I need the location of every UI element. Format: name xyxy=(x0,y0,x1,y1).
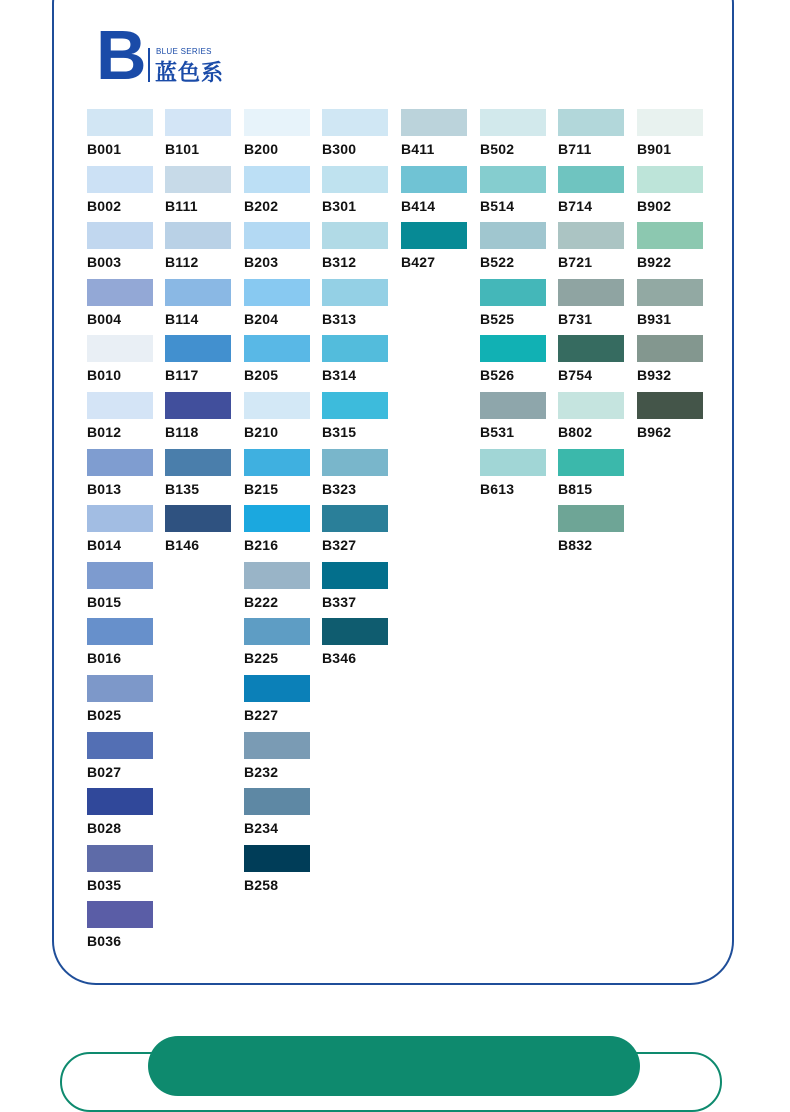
color-code-label: B028 xyxy=(87,820,122,837)
color-swatch-item xyxy=(480,392,548,449)
color-code-label: B203 xyxy=(244,254,279,271)
color-swatch-item xyxy=(87,732,155,789)
color-swatch xyxy=(558,279,624,306)
color-code-label: B314 xyxy=(322,367,357,384)
color-swatch xyxy=(322,562,388,589)
color-swatch-item xyxy=(244,335,312,392)
color-code-label: B027 xyxy=(87,763,122,780)
color-swatch-item xyxy=(244,505,312,562)
color-swatch xyxy=(637,166,703,193)
color-swatch xyxy=(165,335,231,362)
color-swatch xyxy=(480,166,546,193)
color-swatch xyxy=(480,279,546,306)
color-code-label: B932 xyxy=(637,367,672,384)
color-swatch-item xyxy=(558,166,626,223)
color-swatch-item xyxy=(480,222,548,279)
color-swatch xyxy=(87,109,153,136)
color-swatch xyxy=(637,392,703,419)
color-code-label: B327 xyxy=(322,537,357,554)
swatch-column-b0 xyxy=(87,109,155,958)
color-code-label: B313 xyxy=(322,310,357,327)
color-swatch-item xyxy=(87,335,155,392)
color-swatch-item xyxy=(322,449,390,506)
color-swatch-item xyxy=(244,675,312,732)
series-letter: B xyxy=(96,16,145,94)
color-swatch-item xyxy=(322,618,390,675)
swatch-column-b5 xyxy=(480,109,548,505)
color-code-label: B300 xyxy=(322,141,357,157)
swatch-column-b1 xyxy=(165,109,233,562)
color-code-label: B035 xyxy=(87,876,122,893)
color-swatch xyxy=(87,222,153,249)
color-swatch xyxy=(558,109,624,136)
color-swatch xyxy=(637,279,703,306)
color-swatch-item xyxy=(558,109,626,166)
color-code-label: B010 xyxy=(87,367,122,384)
color-swatch xyxy=(322,449,388,476)
color-swatch-item xyxy=(87,675,155,732)
color-swatch-item xyxy=(322,166,390,223)
color-swatch xyxy=(322,392,388,419)
color-swatch-item xyxy=(244,222,312,279)
color-code-label: B015 xyxy=(87,593,122,610)
color-swatch-item xyxy=(322,279,390,336)
color-code-label: B112 xyxy=(165,254,199,271)
color-swatch xyxy=(165,109,231,136)
color-swatch-item xyxy=(244,109,312,166)
color-swatch xyxy=(558,222,624,249)
color-swatch-item xyxy=(244,788,312,845)
color-swatch-item xyxy=(87,845,155,902)
color-swatch xyxy=(87,732,153,759)
color-swatch xyxy=(87,788,153,815)
color-code-label: B016 xyxy=(87,650,122,667)
color-code-label: B815 xyxy=(558,480,593,497)
color-swatch xyxy=(558,505,624,532)
color-swatch xyxy=(244,166,310,193)
color-code-label: B014 xyxy=(87,537,122,554)
color-code-label: B525 xyxy=(480,310,515,327)
color-code-label: B118 xyxy=(165,423,199,440)
color-swatch-item xyxy=(637,109,705,166)
color-swatch xyxy=(87,901,153,928)
swatch-column-b7 xyxy=(558,109,626,562)
color-code-label: B514 xyxy=(480,197,515,214)
color-swatch xyxy=(322,109,388,136)
color-code-label: B232 xyxy=(244,763,279,780)
color-code-label: B001 xyxy=(87,141,122,157)
color-swatch xyxy=(165,392,231,419)
color-swatch-item xyxy=(480,166,548,223)
color-swatch-item xyxy=(165,505,233,562)
color-swatch xyxy=(87,675,153,702)
color-swatch xyxy=(322,279,388,306)
color-swatch-item xyxy=(558,449,626,506)
color-code-label: B922 xyxy=(637,254,672,271)
color-code-label: B502 xyxy=(480,141,515,157)
color-code-label: B414 xyxy=(401,197,436,214)
color-code-label: B012 xyxy=(87,423,122,440)
color-swatch xyxy=(637,335,703,362)
color-swatch-item xyxy=(244,845,312,902)
color-code-label: B902 xyxy=(637,197,672,214)
color-code-label: B258 xyxy=(244,876,279,893)
color-swatch xyxy=(322,222,388,249)
color-swatch-item xyxy=(637,335,705,392)
color-code-label: B227 xyxy=(244,706,279,723)
color-code-label: B225 xyxy=(244,650,279,667)
color-code-label: B411 xyxy=(401,141,435,157)
color-code-label: B901 xyxy=(637,141,672,157)
color-code-label: B215 xyxy=(244,480,279,497)
color-swatch-item xyxy=(165,279,233,336)
series-name-cn: 蓝色系 xyxy=(155,60,225,85)
color-code-label: B004 xyxy=(87,310,122,327)
color-swatch xyxy=(244,618,310,645)
color-code-label: B962 xyxy=(637,423,672,440)
color-swatch xyxy=(322,335,388,362)
color-code-label: B204 xyxy=(244,310,279,327)
color-code-label: B202 xyxy=(244,197,279,214)
color-swatch xyxy=(87,562,153,589)
color-swatch-item xyxy=(244,618,312,675)
color-swatch-item xyxy=(637,166,705,223)
color-swatch-item xyxy=(558,505,626,562)
color-code-label: B312 xyxy=(322,254,357,271)
color-code-label: B146 xyxy=(165,537,200,554)
color-swatch-item xyxy=(480,109,548,166)
color-swatch xyxy=(558,392,624,419)
color-swatch xyxy=(244,505,310,532)
color-swatch xyxy=(244,222,310,249)
color-swatch-item xyxy=(244,562,312,619)
color-code-label: B114 xyxy=(165,310,199,327)
color-swatch-item xyxy=(322,505,390,562)
color-code-label: B721 xyxy=(558,254,593,271)
color-swatch xyxy=(480,222,546,249)
color-swatch xyxy=(165,222,231,249)
color-code-label: B613 xyxy=(480,480,515,497)
color-swatch xyxy=(87,392,153,419)
color-swatch xyxy=(244,449,310,476)
color-swatch xyxy=(480,449,546,476)
swatch-column-b3 xyxy=(322,109,390,675)
color-swatch-item xyxy=(165,222,233,279)
color-swatch xyxy=(87,279,153,306)
color-swatch-item xyxy=(87,505,155,562)
color-code-label: B216 xyxy=(244,537,279,554)
color-swatch xyxy=(480,335,546,362)
color-swatch xyxy=(244,788,310,815)
color-swatch-item xyxy=(637,222,705,279)
color-code-label: B315 xyxy=(322,423,357,440)
color-swatch xyxy=(244,335,310,362)
color-swatch-item xyxy=(480,335,548,392)
color-swatch xyxy=(244,562,310,589)
color-swatch-item xyxy=(165,392,233,449)
color-code-label: B531 xyxy=(480,423,515,440)
color-swatch xyxy=(244,732,310,759)
color-swatch xyxy=(480,109,546,136)
next-section-tab xyxy=(148,1036,640,1096)
color-swatch-item xyxy=(87,166,155,223)
color-swatch-item xyxy=(165,449,233,506)
color-swatch-item xyxy=(558,335,626,392)
swatch-column-b9 xyxy=(637,109,705,449)
color-swatch-item xyxy=(480,279,548,336)
color-swatch-item xyxy=(244,166,312,223)
color-swatch xyxy=(87,166,153,193)
color-swatch-item xyxy=(165,335,233,392)
color-swatch-item xyxy=(558,222,626,279)
color-swatch xyxy=(480,392,546,419)
color-swatch-item xyxy=(244,449,312,506)
color-swatch xyxy=(401,109,467,136)
color-code-label: B931 xyxy=(637,310,672,327)
color-code-label: B526 xyxy=(480,367,515,384)
color-swatch xyxy=(244,109,310,136)
color-code-label: B346 xyxy=(322,650,357,667)
header-divider xyxy=(148,48,150,82)
color-swatch-item xyxy=(558,279,626,336)
color-code-label: B754 xyxy=(558,367,593,384)
color-code-label: B036 xyxy=(87,933,122,950)
color-code-label: B002 xyxy=(87,197,122,214)
color-swatch xyxy=(244,675,310,702)
color-swatch-item xyxy=(401,222,469,279)
color-swatch xyxy=(322,505,388,532)
color-code-label: B205 xyxy=(244,367,279,384)
color-swatch xyxy=(165,449,231,476)
color-swatch xyxy=(87,618,153,645)
color-swatch xyxy=(558,166,624,193)
color-swatch-item xyxy=(244,279,312,336)
color-code-label: B210 xyxy=(244,423,279,440)
color-swatch-item xyxy=(401,166,469,223)
color-code-label: B111 xyxy=(165,197,198,214)
swatch-column-b2 xyxy=(244,109,312,901)
color-code-label: B711 xyxy=(558,141,592,157)
color-swatch-item xyxy=(165,109,233,166)
color-swatch xyxy=(165,166,231,193)
color-swatch xyxy=(87,335,153,362)
color-code-label: B802 xyxy=(558,423,593,440)
series-name-en: BLUE SERIES xyxy=(156,47,212,56)
color-swatch xyxy=(322,166,388,193)
color-swatch-item xyxy=(87,222,155,279)
color-swatch-item xyxy=(165,166,233,223)
color-swatch xyxy=(244,279,310,306)
color-code-label: B013 xyxy=(87,480,122,497)
color-code-label: B101 xyxy=(165,141,200,157)
swatch-column-b4 xyxy=(401,109,469,279)
color-code-label: B427 xyxy=(401,254,436,271)
color-swatch xyxy=(401,222,467,249)
color-code-label: B222 xyxy=(244,593,279,610)
color-swatch xyxy=(401,166,467,193)
color-swatch xyxy=(87,449,153,476)
color-code-label: B714 xyxy=(558,197,593,214)
color-swatch-item xyxy=(87,618,155,675)
color-swatch-item xyxy=(87,279,155,336)
color-code-label: B731 xyxy=(558,310,593,327)
color-swatch xyxy=(558,449,624,476)
color-swatch-item xyxy=(322,562,390,619)
color-swatch-item xyxy=(87,109,155,166)
color-swatch xyxy=(637,222,703,249)
color-code-label: B337 xyxy=(322,593,357,610)
color-swatch-item xyxy=(322,222,390,279)
color-swatch-item xyxy=(87,788,155,845)
color-code-label: B234 xyxy=(244,820,279,837)
color-code-label: B117 xyxy=(165,367,199,384)
color-code-label: B200 xyxy=(244,141,279,157)
color-code-label: B832 xyxy=(558,537,593,554)
color-swatch-item xyxy=(244,392,312,449)
color-swatch-item xyxy=(87,392,155,449)
color-swatch-item xyxy=(244,732,312,789)
color-swatch-item xyxy=(637,392,705,449)
color-swatch-item xyxy=(637,279,705,336)
color-swatch xyxy=(322,618,388,645)
color-swatch-item xyxy=(322,335,390,392)
color-swatch xyxy=(558,335,624,362)
color-swatch-item xyxy=(87,901,155,958)
color-swatch xyxy=(637,109,703,136)
color-code-label: B003 xyxy=(87,254,122,271)
color-swatch xyxy=(87,845,153,872)
color-swatch-item xyxy=(322,109,390,166)
color-swatch-item xyxy=(322,392,390,449)
color-swatch-item xyxy=(87,449,155,506)
color-swatch xyxy=(165,505,231,532)
color-code-label: B135 xyxy=(165,480,200,497)
color-swatch xyxy=(244,845,310,872)
color-code-label: B522 xyxy=(480,254,515,271)
color-code-label: B301 xyxy=(322,197,357,214)
color-code-label: B025 xyxy=(87,706,122,723)
color-swatch-item xyxy=(401,109,469,166)
color-swatch-item xyxy=(87,562,155,619)
color-code-label: B323 xyxy=(322,480,357,497)
color-swatch xyxy=(165,279,231,306)
color-swatch-item xyxy=(558,392,626,449)
color-swatch-item xyxy=(480,449,548,506)
color-swatch xyxy=(244,392,310,419)
color-swatch xyxy=(87,505,153,532)
